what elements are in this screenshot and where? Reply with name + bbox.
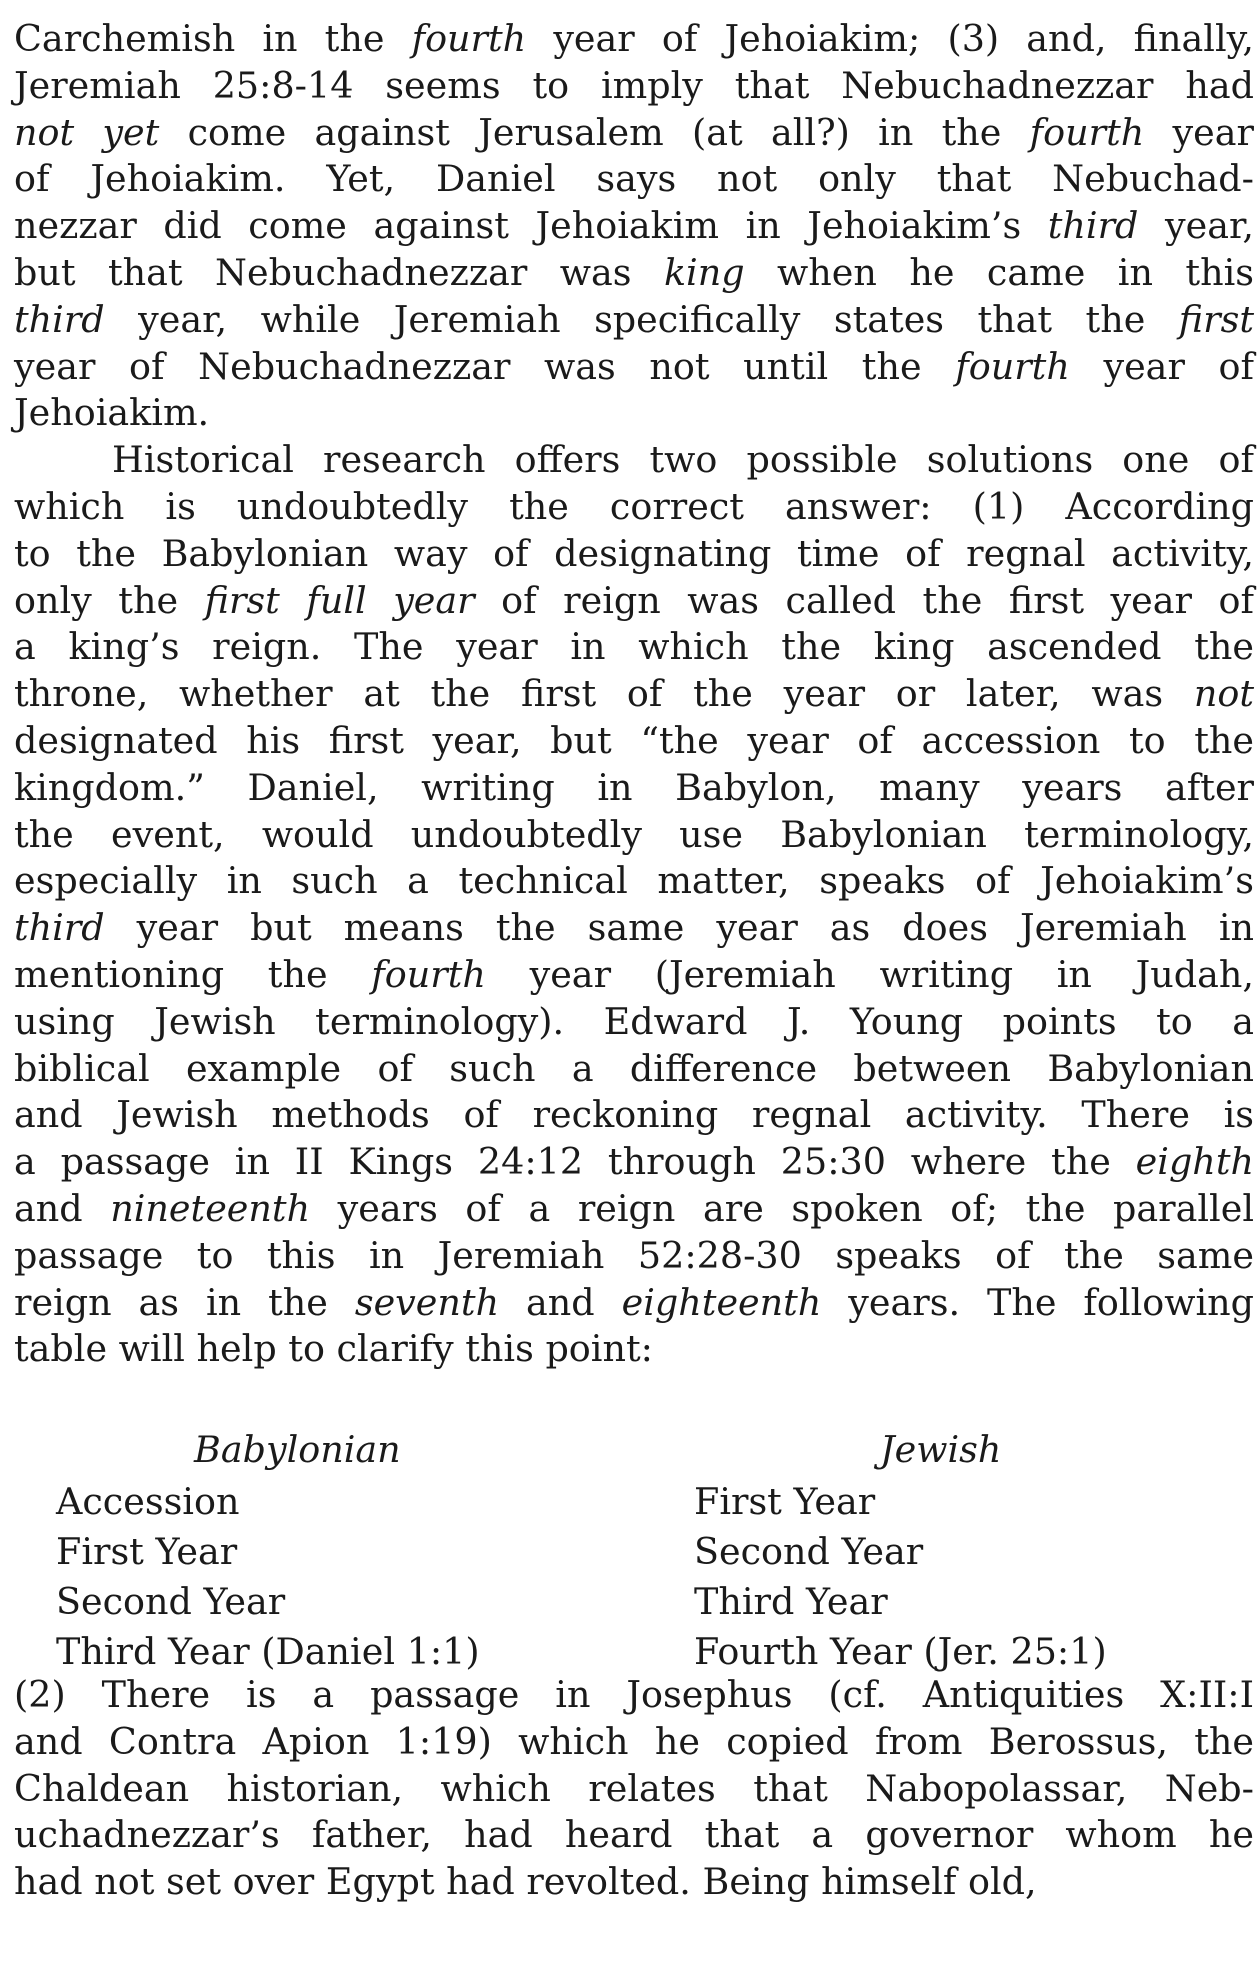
text-run: year but means the same year as does Jeremiah in <box>104 906 1254 950</box>
text-line <box>14 203 1254 250</box>
italic-text: third <box>14 297 105 341</box>
italic-text: not <box>1193 672 1254 716</box>
text-run: only the <box>14 578 205 622</box>
text-run: Jeremiah 25:8-14 seems to imply that Nebuchadnezzar had <box>14 63 1254 107</box>
table-row <box>14 1527 1254 1577</box>
table-cell-jewish: Second Year <box>694 1530 924 1573</box>
text-run: and <box>14 1186 111 1230</box>
text-line <box>14 156 1254 203</box>
text-line <box>14 437 1254 484</box>
text-line <box>14 297 1254 344</box>
text-run: Jehoiakim. <box>14 391 210 435</box>
italic-text: not yet <box>14 110 160 154</box>
paragraph-3 <box>14 1672 1254 1906</box>
text-run: passage to this in Jeremiah 52:28-30 speaks of the same <box>14 1233 1254 1277</box>
text-run: and <box>499 1280 622 1324</box>
text-line <box>14 1672 1254 1719</box>
text-run: year of Jehoiakim; (3) and, finally, <box>526 17 1254 60</box>
table-cell-jewish: Fourth Year (Jer. 25:1) <box>694 1630 1107 1673</box>
text-line <box>14 624 1254 671</box>
table-cell-jewish: Third Year <box>694 1580 888 1623</box>
table-cell-jewish: First Year <box>694 1480 876 1523</box>
table-header-row <box>14 1425 1254 1477</box>
text-line <box>14 1326 1254 1373</box>
text-run: to the Babylonian way of designating time of regnal activity, <box>14 531 1254 575</box>
italic-text: eighteenth <box>621 1280 822 1324</box>
text-run: kingdom.” Daniel, writing in Babylon, many years after <box>14 765 1254 809</box>
text-run: come against Jerusalem (at all?) in the <box>159 110 1030 154</box>
table-header-babylonian: Babylonian <box>194 1428 401 1471</box>
table-row <box>14 1577 1254 1627</box>
text-line <box>14 484 1254 531</box>
italic-text: fourth <box>411 17 527 60</box>
text-run: (2) There is a passage in Josephus (cf. Antiquities X:II:I <box>14 1673 1254 1716</box>
italic-text: first <box>1178 297 1254 341</box>
text-line <box>14 765 1254 812</box>
table-header-jewish: Jewish <box>880 1428 1002 1471</box>
text-line <box>14 858 1254 905</box>
text-line <box>14 110 1254 157</box>
page-body <box>14 16 1254 1373</box>
text-run: years of a reign are spoken of; the parallel <box>310 1186 1254 1230</box>
regnal-year-table <box>14 1425 1254 1677</box>
text-line <box>14 671 1254 718</box>
text-run: using Jewish terminology). Edward J. Young points to a <box>14 999 1254 1043</box>
text-line <box>14 1859 1254 1906</box>
text-run: when he came in this <box>744 250 1254 294</box>
text-run: year, <box>1138 204 1254 248</box>
italic-text: eighth <box>1135 1140 1254 1184</box>
text-run: throne, whether at the first of the year or later, was <box>14 672 1194 716</box>
text-run: and Jewish methods of reckoning regnal activity. There is <box>14 1093 1254 1137</box>
text-run: years. The following <box>821 1280 1255 1324</box>
text-line <box>14 952 1254 999</box>
text-run: designated his first year, but “the year of accession to the <box>14 718 1254 762</box>
italic-text: first full year <box>204 578 475 622</box>
text-line <box>14 999 1254 1046</box>
text-run: year <box>1144 110 1254 154</box>
table-row <box>14 1627 1254 1677</box>
table-cell-babylonian: First Year <box>56 1530 238 1573</box>
table-cell-babylonian: Accession <box>56 1480 240 1523</box>
text-run: year, while Jeremiah specifically states that the <box>104 297 1179 341</box>
paragraph-3-container <box>14 1672 1254 1906</box>
text-run: mentioning the <box>14 952 372 996</box>
text-line <box>14 905 1254 952</box>
text-line <box>14 1092 1254 1139</box>
text-line <box>14 1812 1254 1859</box>
italic-text: king <box>663 250 745 294</box>
text-line <box>14 390 1254 437</box>
text-run: of reign was called the first year of <box>474 578 1254 622</box>
text-line <box>14 1186 1254 1233</box>
text-line <box>14 1280 1254 1327</box>
text-line <box>14 1139 1254 1186</box>
italic-text: third <box>1047 204 1139 248</box>
text-run: Chaldean historian, which relates that Nabopolassar, Neb- <box>14 1766 1254 1810</box>
italic-text: fourth <box>955 344 1070 388</box>
italic-text: fourth <box>371 952 486 996</box>
table-row <box>14 1477 1254 1527</box>
text-line <box>14 812 1254 859</box>
text-run: and Contra Apion 1:19) which he copied from Berossus, the <box>14 1719 1254 1763</box>
text-run: the event, would undoubtedly use Babylonian terminology, <box>14 812 1254 856</box>
text-line <box>14 1046 1254 1093</box>
text-run: of Jehoiakim. Yet, Daniel says not only that Nebuchad- <box>14 157 1254 201</box>
table-cell-babylonian: Second Year <box>56 1580 286 1623</box>
text-run: a king’s reign. The year in which the king ascended the <box>14 625 1254 669</box>
italic-text: seventh <box>354 1280 500 1324</box>
text-run: had not set over Egypt had revolted. Being himself old, <box>14 1860 1037 1904</box>
text-line <box>14 718 1254 765</box>
text-run: uchadnezzar’s father, had heard that a governor whom he <box>14 1813 1254 1857</box>
italic-text: third <box>14 906 105 950</box>
paragraph-1 <box>14 16 1254 437</box>
text-line <box>14 1233 1254 1280</box>
text-line <box>14 578 1254 625</box>
text-line <box>14 1766 1254 1813</box>
text-line <box>14 1719 1254 1766</box>
text-run: biblical example of such a difference between Babylonian <box>14 1046 1254 1090</box>
text-line <box>14 531 1254 578</box>
italic-text: nineteenth <box>110 1186 311 1230</box>
text-run: table will help to clarify this point: <box>14 1327 653 1371</box>
paragraph-2 <box>14 437 1254 1373</box>
italic-text: fourth <box>1029 110 1145 154</box>
text-line <box>14 16 1254 63</box>
text-run: but that Nebuchadnezzar was <box>14 250 664 294</box>
text-line <box>14 63 1254 110</box>
text-run: Carchemish in the <box>14 17 412 60</box>
table-cell-babylonian: Third Year (Daniel 1:1) <box>56 1630 480 1673</box>
text-line <box>14 344 1254 391</box>
text-run: year (Jeremiah writing in Judah, <box>485 952 1254 996</box>
text-run: Historical research offers two possible solutions one of <box>112 438 1254 482</box>
text-line <box>14 250 1254 297</box>
text-run: year of Nebuchadnezzar was not until the <box>14 344 956 388</box>
text-run: year of <box>1069 344 1254 388</box>
text-run: especially in such a technical matter, speaks of Jehoiakim’s <box>14 859 1254 903</box>
text-run: nezzar did come against Jehoiakim in Jehoiakim’s <box>14 204 1048 248</box>
text-run: which is undoubtedly the correct answer: (1) According <box>14 484 1254 528</box>
text-run: a passage in II Kings 24:12 through 25:30 where the <box>14 1140 1136 1184</box>
text-run: reign as in the <box>14 1280 355 1324</box>
